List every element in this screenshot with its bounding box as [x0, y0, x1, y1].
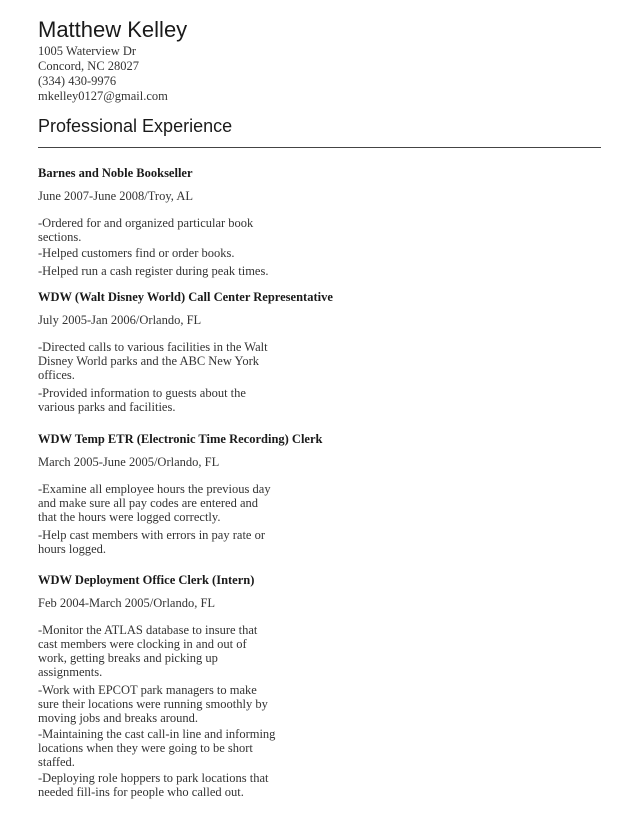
- email-address: mkelley0127@gmail.com: [38, 89, 168, 103]
- candidate-name: Matthew Kelley: [38, 17, 188, 42]
- job-title: WDW (Walt Disney World) Call Center Representative: [38, 290, 333, 304]
- address-line-1: 1005 Waterview Dr: [38, 44, 137, 58]
- job-bullet: -Helped customers find or order books.: [38, 246, 235, 260]
- job-bullet: -Help cast members with errors in pay rate or hours logged.: [38, 528, 266, 556]
- section-divider: [38, 147, 601, 148]
- job-dates-location: July 2005-Jan 2006/Orlando, FL: [38, 313, 202, 327]
- job-bullet: -Work with EPCOT park managers to make sure their locations were running smoothly by moving jobs and breaks around.: [38, 683, 268, 725]
- job-title: WDW Deployment Office Clerk (Intern): [38, 573, 255, 587]
- job-dates-location: June 2007-June 2008/Troy, AL: [38, 189, 193, 203]
- job-bullet: -Deploying role hoppers to park locations that needed fill-ins for people who called out.: [38, 771, 269, 799]
- address-line-2: Concord, NC 28027: [38, 59, 140, 73]
- job-bullets: [38, 216, 278, 278]
- job-entry-call-center: [38, 290, 333, 418]
- job-bullet: -Monitor the ATLAS database to insure that cast members were clocking in and out of work, getting breaks and picking up assignments.: [38, 623, 258, 679]
- contact-block: [38, 44, 168, 104]
- job-bullets: [38, 482, 278, 556]
- job-dates-location: Feb 2004-March 2005/Orlando, FL: [38, 596, 216, 610]
- phone-number: (334) 430-9976: [38, 74, 117, 88]
- job-bullet: -Helped run a cash register during peak times.: [38, 264, 269, 278]
- job-bullet: -Provided information to guests about the various parks and facilities.: [38, 386, 246, 414]
- job-title: WDW Temp ETR (Electronic Time Recording) Clerk: [38, 432, 323, 446]
- job-bullet: -Examine all employee hours the previous day and make sure all pay codes are entered and that the hours were logged correctly.: [38, 482, 271, 524]
- job-title: Barnes and Noble Bookseller: [38, 166, 193, 180]
- job-dates-location: March 2005-June 2005/Orlando, FL: [38, 455, 220, 469]
- job-bullet: -Ordered for and organized particular book sections.: [38, 216, 254, 244]
- job-entry-barnes-noble: [38, 166, 278, 282]
- job-bullet: -Directed calls to various facilities in the Walt Disney World parks and the ABC New York offices.: [38, 340, 268, 382]
- job-bullets: [38, 623, 278, 799]
- job-bullets: [38, 340, 278, 414]
- job-entry-deployment-clerk: [38, 573, 278, 803]
- job-bullet: -Maintaining the cast call-in line and informing locations when they were going to be short staffed.: [38, 727, 276, 769]
- job-entry-etr-clerk: [38, 432, 323, 560]
- section-title-experience: Professional Experience: [38, 116, 233, 136]
